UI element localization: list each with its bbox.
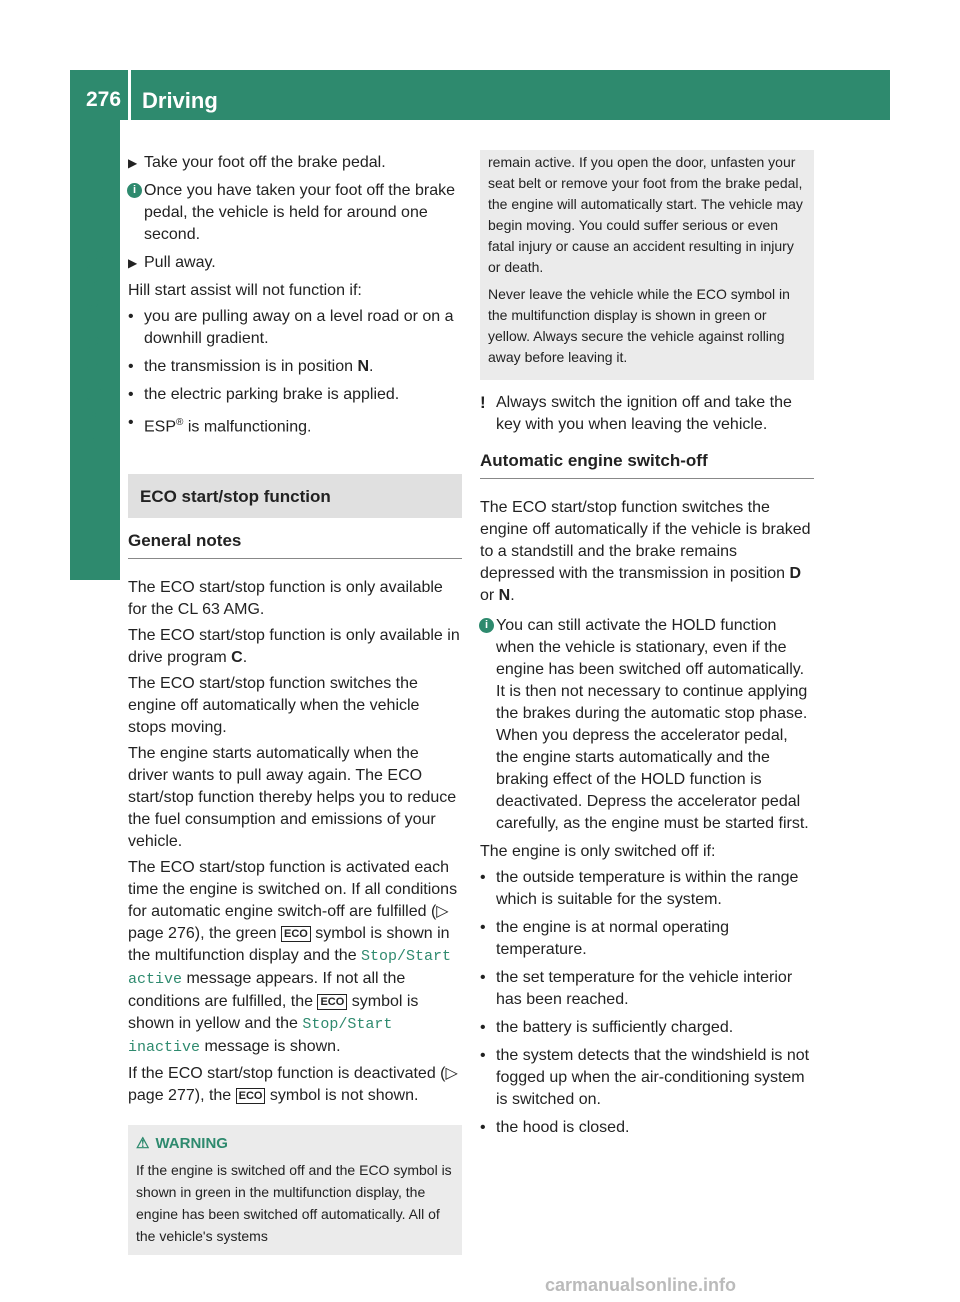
info-note: i Once you have taken your foot off the brake pedal, the vehicle is held for around one second. [128, 180, 462, 246]
caution-note: ! Always switch the ignition off and take the key with you when leaving the vehicle. [480, 393, 792, 433]
list-item: • the engine is at normal operating temperature. [480, 919, 730, 958]
warning-box [128, 1125, 462, 1255]
bullet-icon: • [480, 869, 486, 886]
list-item: • the system detects that the windshield is not fogged up when the air-conditioning system is switched on. [480, 1047, 810, 1108]
bullet-icon: • [480, 969, 486, 986]
page-number: 276 [86, 88, 122, 111]
warning-heading: ⚠ WARNING [136, 1133, 454, 1155]
list-item: • the outside temperature is within the range which is suitable for the system. [480, 869, 799, 908]
exclamation-icon: ! [480, 393, 486, 412]
bullet-icon: • [128, 358, 134, 375]
bullet-icon: • [480, 1019, 486, 1036]
subsection-title: General notes [128, 530, 462, 559]
page-header [70, 70, 890, 120]
section-title: ECO start/stop function [128, 474, 462, 518]
warning-text: Never leave the vehicle while the ECO symbol in the multifunction display is shown in green or yellow. Always secure the vehicle against rolling away before leaving it. [488, 286, 790, 365]
warning-text: If the engine is switched off and the ECO symbol is shown in green in the multifunction display, the engine has been switched off automatically. All of the vehicle's systems [136, 1162, 452, 1245]
bullet-icon: • [480, 919, 486, 936]
step-item: ▶ Pull away. [128, 252, 462, 274]
list-item: • the battery is sufficiently charged. [480, 1017, 814, 1039]
bullet-icon: • [480, 1047, 486, 1064]
info-note: i You can still activate the HOLD function when the vehicle is stationary, even if the engine has been switched off automatically. It is then not necessary to continue applying the brakes during the automatic stop phase. When you depress the accelerator pedal, the engine starts automatically and the braking effect of the HOLD function is deactivated. Depress the accelerator pedal carefully, as the engine must be started first. [480, 615, 814, 835]
page-reference[interactable]: ▷ page 276 [128, 903, 449, 943]
bullet-icon: • [128, 414, 134, 431]
info-icon: i [479, 618, 494, 633]
info-icon: i [127, 183, 142, 198]
paragraph: If the ECO start/stop function is deactivated (▷ page 277), the ECO symbol is not shown. [128, 1065, 458, 1105]
bullet-icon: • [480, 1119, 486, 1136]
paragraph: The ECO start/stop function is only available in drive program C. [128, 627, 460, 667]
display-message: Stop/Start inactive [128, 1016, 393, 1057]
right-column [480, 152, 814, 1145]
arrow-icon: ▶ [128, 256, 138, 270]
warning-text: remain active. If you open the door, unfasten your seat belt or remove your foot from the brake pedal, the engine will automatically start. The vehicle may begin moving. You could suffer serious or even fatal injury or cause an accident resulting in injury or death. [488, 154, 803, 275]
list-item: • the set temperature for the vehicle interior has been reached. [480, 969, 793, 1008]
list-item: • the electric parking brake is applied. [128, 384, 462, 406]
warning-triangle-icon: ⚠ [136, 1135, 150, 1153]
paragraph: The ECO start/stop function is activated each time the engine is switched on. If all conditions for automatic engine switch-off are fulfilled (▷ page 276), the green ECO symbol is shown in the multifunction display and the Stop/Start active message appears. If not all the conditions are fulfilled, the ECO symbol is shown in yellow and the Stop/Start inactive message is shown. [128, 859, 458, 1057]
chapter-title: Driving [142, 88, 218, 113]
watermark: carmanualsonline.info [545, 1275, 737, 1295]
display-message: Stop/Start active [128, 948, 452, 989]
eco-icon: ECO [317, 994, 347, 1010]
list-item: • the transmission is in position N. [128, 356, 462, 378]
arrow-icon: ▶ [128, 156, 138, 170]
paragraph: The engine starts automatically when the driver wants to pull away again. The ECO start/stop function thereby helps you to reduce the fuel consumption and emissions of your vehicle. [128, 745, 457, 851]
eco-icon: ECO [281, 926, 311, 942]
warning-box-continued [480, 150, 814, 380]
step-item: ▶ Take your foot off the brake pedal. [128, 152, 462, 174]
left-column [128, 152, 462, 1255]
list-item: • the hood is closed. [480, 1117, 814, 1139]
paragraph: The ECO start/stop function is only available for the CL 63 AMG. [128, 579, 443, 619]
header-divider [128, 70, 131, 120]
bullet-icon: • [128, 386, 134, 403]
bullet-icon: • [128, 308, 134, 325]
hill-start-intro: Hill start assist will not function if: [128, 282, 362, 299]
sidebar-label: Driving and parking [79, 246, 104, 454]
list-item: • you are pulling away on a level road or on a downhill gradient. [128, 308, 454, 347]
page-reference[interactable]: ▷ page 277 [128, 1065, 458, 1105]
conditions-intro: The engine is only switched off if: [480, 843, 716, 860]
subsection-title: Automatic engine switch-off [480, 450, 814, 479]
paragraph: The ECO start/stop function switches the engine off automatically when the vehicle stops moving. [128, 675, 420, 737]
eco-icon: ECO [236, 1088, 266, 1104]
paragraph: The ECO start/stop function switches the engine off automatically if the vehicle is braked to a standstill and the brake remains depressed with the transmission in position D or N. [480, 499, 811, 604]
list-item: • ESP® is malfunctioning. [128, 414, 312, 436]
